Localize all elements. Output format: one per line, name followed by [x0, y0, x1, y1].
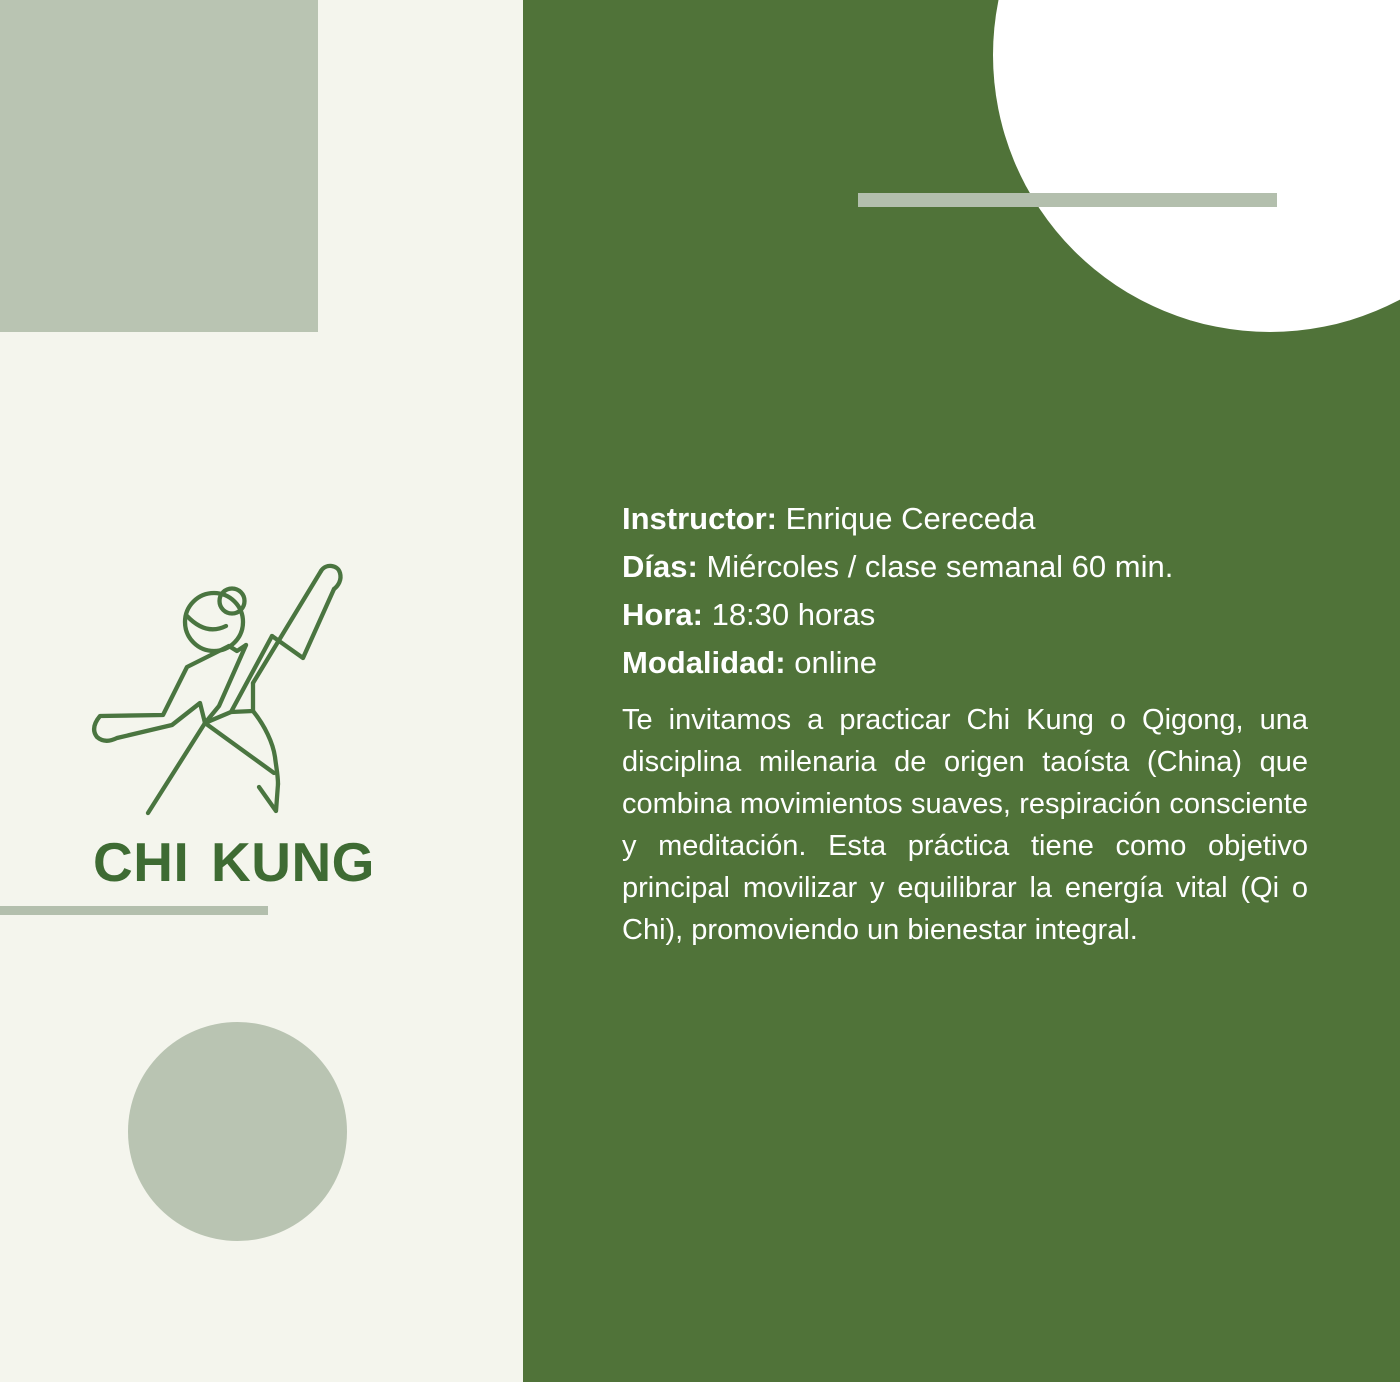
green-panel	[523, 0, 1400, 1382]
info-row-dias	[622, 543, 1173, 591]
program-title: CHI KUNG	[93, 831, 375, 893]
decor-sage-bar	[858, 193, 1277, 207]
info-value: Miércoles / clase semanal 60 min.	[706, 549, 1174, 584]
decor-sage-square	[0, 0, 318, 332]
class-info	[622, 495, 1173, 687]
info-label: Hora:	[622, 597, 703, 632]
info-label: Modalidad:	[622, 645, 786, 680]
info-label: Instructor:	[622, 501, 777, 536]
decor-title-underline	[0, 906, 268, 915]
info-value: Enrique Cereceda	[785, 501, 1036, 536]
info-value: online	[794, 645, 877, 680]
info-row-modalidad	[622, 639, 1173, 687]
info-row-hora	[622, 591, 1173, 639]
info-label: Días:	[622, 549, 698, 584]
decor-white-circle	[993, 0, 1400, 332]
decor-sage-circle	[128, 1022, 347, 1241]
qigong-figure-icon	[90, 560, 380, 830]
class-description: Te invitamos a practicar Chi Kung o Qigong, una disciplina milenaria de origen taoísta (China) que combina movimientos suaves, respiración consciente y meditación. Esta práctica tiene como objetivo principal movilizar y equilibrar la energía vital (Qi o Chi), promoviendo un bienestar integral.	[622, 704, 1308, 946]
info-row-instructor	[622, 495, 1173, 543]
info-value: 18:30 horas	[711, 597, 876, 632]
